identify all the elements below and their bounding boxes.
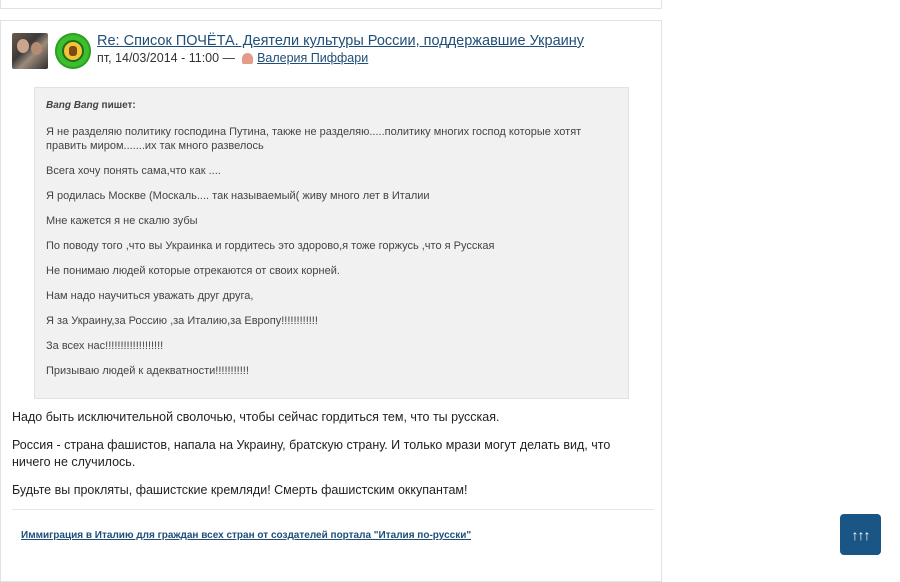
quote-block [34,87,629,399]
body-paragraph: Россия - страна фашистов, напала на Украину, братскую страну. И только мрази могут делать вид, что ничего не случилось. [12,438,611,469]
scroll-up-icon: ↑↑↑ [851,526,870,543]
quote-line: Мне кажется я не скалю зубы [46,215,198,227]
body-paragraph: Надо быть исключительной сволочью, чтобы сейчас гордиться тем, что ты русская. [12,410,500,424]
signature-link[interactable]: Иммиграция в Италию для граждан всех стран от создателей портала "Италия по-русски" [21,530,472,541]
body-paragraph: Будьте вы прокляты, фашистские кремляди! Смерть фашистским оккупантам! [12,483,468,497]
quote-line: Я не разделяю политику господина Путина, также не разделяю.....политику многих господ которые хотят править миром.......их так много развелось [46,126,582,152]
user-avatar[interactable] [12,33,48,69]
quote-line: За всех нас!!!!!!!!!!!!!!!!!!! [46,340,164,352]
forum-post [0,20,662,582]
quote-line: Призываю людей к адекватности!!!!!!!!!!! [46,365,249,377]
post-title-link[interactable]: Re: Список ПОЧЁТА. Деятели культуры России, поддержавшие Украину [97,33,584,49]
quote-line: Нам надо научиться уважать друг друга, [46,290,254,302]
post-body [12,409,632,510]
scroll-to-top-button[interactable] [840,514,881,555]
quote-line: Всега хочу понять сама,что как .... [46,165,221,177]
previous-post-card [0,0,662,9]
post-author-link[interactable]: Валерия Пиффари [257,51,369,65]
user-icon [242,53,253,64]
quote-line: Не понимаю людей которые отрекаются от своих корней. [46,265,340,277]
quote-line: Я за Украину,за Россию ,за Италию,за Европу!!!!!!!!!!!! [46,315,318,327]
quote-line: Я родилась Москве (Москаль.... так называемый( живу много лет в Италии [46,190,430,202]
quote-author: Bang Bang пишет: [46,100,136,111]
post-date: пт, 14/03/2014 - 11:00 — [97,51,236,65]
quote-line: По поводу того ,что вы Украинка и гордитесь это здорово,я тоже горжусь ,что я Русская [46,240,495,252]
award-badge-icon [55,33,91,69]
post-meta [97,51,368,65]
signature-divider [12,509,654,510]
